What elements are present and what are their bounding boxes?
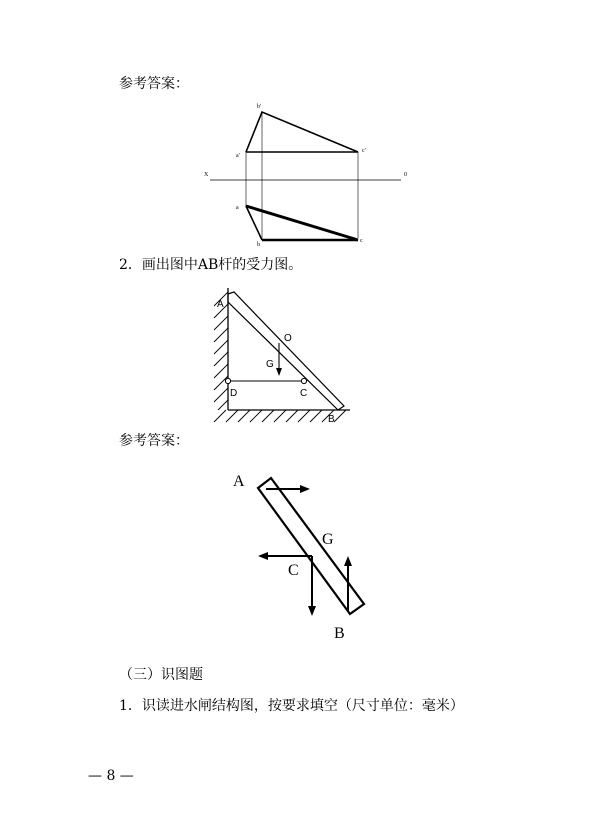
projection-figure <box>195 98 415 250</box>
label-c: C <box>288 562 299 579</box>
rod-structure-figure <box>208 284 358 426</box>
label-b: B <box>328 414 335 425</box>
c-label: c <box>360 238 363 244</box>
question-2: 2．画出图中AB杆的受力图。 <box>119 257 303 273</box>
o-axis-label: 0 <box>404 172 407 178</box>
label-a: A <box>217 299 224 310</box>
label-b: B <box>334 625 345 642</box>
b-prime-label: b' <box>257 104 262 110</box>
label-a: A <box>233 473 245 490</box>
a-prime-label: a' <box>236 153 240 159</box>
b-label: b <box>257 242 260 248</box>
c-prime-label: c' <box>362 148 366 154</box>
section-title: （三）识图题 <box>119 667 203 683</box>
answer-label: 参考答案： <box>119 433 189 449</box>
question-3: 1．识读进水闸结构图，按要求填空（尺寸单位：毫米） <box>119 698 464 714</box>
x-axis-label: X <box>204 172 209 178</box>
label-c: C <box>300 388 308 399</box>
answer-label: 参考答案： <box>119 76 189 92</box>
label-g: G <box>266 359 274 370</box>
a-label: a <box>236 205 239 211</box>
force-diagram-figure <box>230 466 380 646</box>
label-g: G <box>322 531 334 548</box>
label-d: D <box>230 388 238 399</box>
label-o: O <box>284 333 292 344</box>
page-number: — 8 — <box>88 768 134 784</box>
